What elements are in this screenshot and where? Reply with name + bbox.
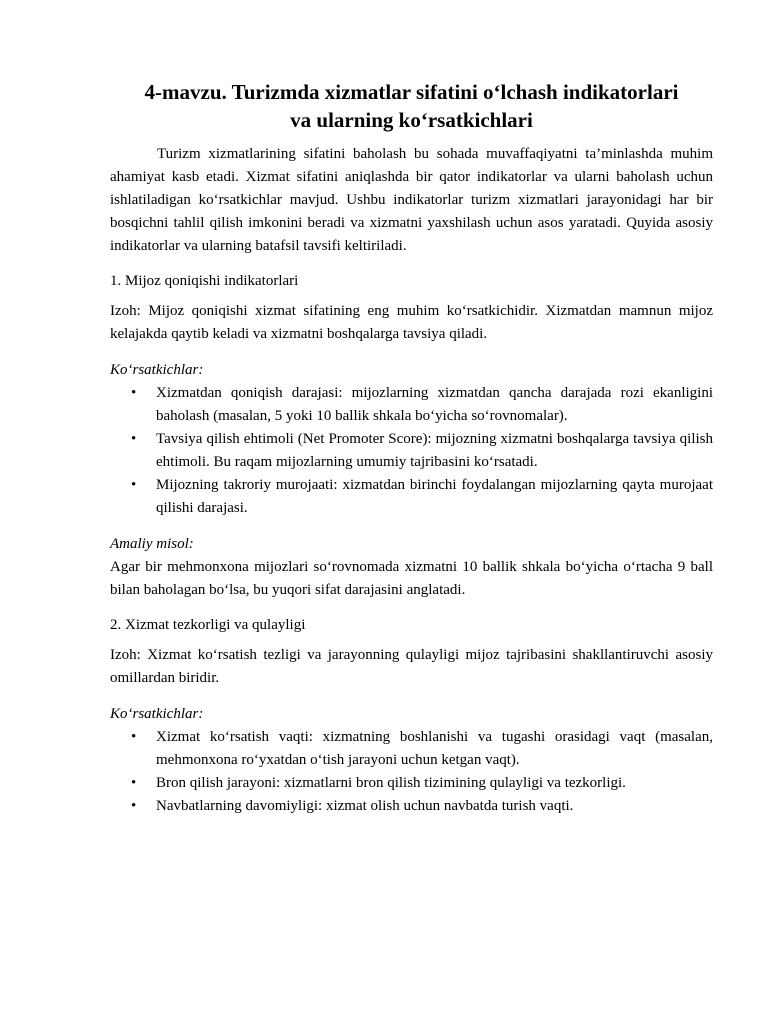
bullet-icon: • [131, 431, 137, 447]
list-item [131, 428, 713, 474]
section-1-indicator-list [110, 382, 713, 520]
bullet-icon: • [131, 798, 137, 814]
list-item-text: Mijozning takroriy murojaati: xizmatdan birinchi foydalangan mijozlarning qayta murojaat qilishi darajasi. [156, 477, 713, 516]
page-title-line-1: 4-mavzu. Turizmda xizmatlar sifatini o‘lchash indikatorlari [144, 80, 679, 104]
list-item-text: Bron qilish jarayoni: xizmatlarni bron qilish tizimining qulayligi va tezkorligi. [156, 775, 626, 791]
list-item [131, 382, 713, 428]
section-1-indicators-label: Ko‘rsatkichlar: [110, 362, 204, 378]
bullet-icon: • [131, 729, 137, 745]
list-item-text: Navbatlarning davomiyligi: xizmat olish uchun navbatda turish vaqti. [156, 798, 574, 814]
list-item [131, 726, 713, 772]
list-item-text: Xizmat ko‘rsatish vaqti: xizmatning boshlanishi va tugashi orasidagi vaqt (masalan, mehmonxona ro‘yxatdan o‘tish jarayoni uchun ketgan vaqt). [156, 729, 713, 768]
list-item [131, 772, 713, 795]
list-item [131, 474, 713, 520]
document-page [110, 78, 713, 818]
section-1-example: Agar bir mehmonxona mijozlari so‘rovnomada xizmatni 10 ballik shkala bo‘yicha o‘rtacha 9 ball bilan baholagan bo‘lsa, bu yuqori sifat darajasini anglatadi. [110, 559, 713, 598]
list-item-text: Tavsiya qilish ehtimoli (Net Promoter Score): mijozning xizmatni boshqalarga tavsiya qilish ehtimoli. Bu raqam mijozlarning umumiy tajribasini ko‘rsatadi. [156, 431, 713, 470]
intro-paragraph: Turizm xizmatlarining sifatini baholash bu sohada muvaffaqiyatni ta’minlashda muhim ahamiyat kasb etadi. Xizmat sifatini aniqlashda bir qator indikatorlar va ularni baholash uchun ishlatiladigan ko‘rsatkichlar mavjud. Ushbu indikatorlar turizm xizmatlari jarayonidagi har bir bosqichni tahlil qilish imkonini beradi va xizmatni yaxshilash uchun asos yaratadi. Quyida asosiy indikatorlar va ularning batafsil tavsifi keltiriladi. [110, 146, 713, 254]
page-title [110, 78, 713, 134]
page-title-line-2: va ularning ko‘rsatkichlari [290, 108, 533, 132]
section-1-example-label: Amaliy misol: [110, 536, 194, 552]
list-item [131, 795, 713, 818]
section-1-izoh: Izoh: Mijoz qoniqishi xizmat sifatining eng muhim ko‘rsatkichidir. Xizmatdan mamnun mijoz kelajakda qaytib keladi va xizmatni boshqalarga tavsiya qiladi. [110, 303, 713, 342]
list-item-text: Xizmatdan qoniqish darajasi: mijozlarning xizmatdan qancha darajada rozi ekanligini baholash (masalan, 5 yoki 10 ballik shkala bo‘yicha so‘rovnomalar). [156, 385, 713, 424]
bullet-icon: • [131, 385, 137, 401]
section-1-heading: 1. Mijoz qoniqishi indikatorlari [110, 273, 299, 289]
section-2-heading: 2. Xizmat tezkorligi va qulayligi [110, 617, 306, 633]
section-2-izoh: Izoh: Xizmat ko‘rsatish tezligi va jarayonning qulayligi mijoz tajribasini shakllantiruvchi asosiy omillardan biridir. [110, 647, 713, 686]
section-2-indicator-list [110, 726, 713, 818]
bullet-icon: • [131, 477, 137, 493]
section-2-indicators-label: Ko‘rsatkichlar: [110, 706, 204, 722]
bullet-icon: • [131, 775, 137, 791]
